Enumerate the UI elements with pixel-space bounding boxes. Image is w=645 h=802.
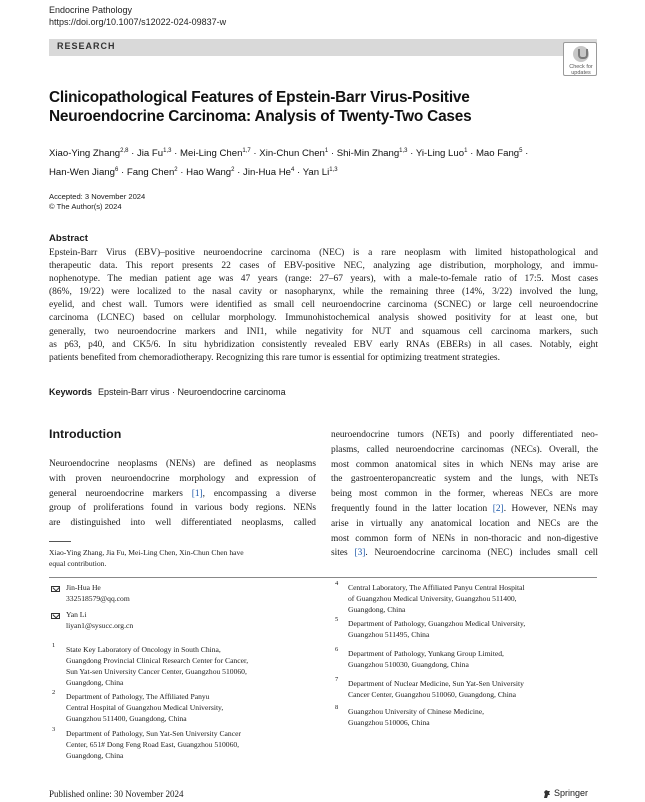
envelope-icon[interactable] bbox=[51, 613, 60, 619]
affiliation-number: 1 bbox=[52, 642, 56, 649]
author-separator: · bbox=[294, 167, 303, 178]
author-affiliation-number: 2,8 bbox=[120, 148, 129, 154]
author-name[interactable]: Mei-Ling Chen bbox=[180, 148, 243, 159]
paragraph-line: arise in virtually any anatomical location and NECs are the bbox=[331, 518, 598, 529]
affiliation-number: 3 bbox=[52, 726, 56, 733]
abstract-line: nophenotype. The median patient age was 47 years (range: 27–67 years), with a male-to-female ratio of 17:5. Most cases bbox=[49, 274, 598, 285]
paragraph-line: most common form of NENs in non-thoracic and non-digestive bbox=[331, 533, 598, 544]
affiliation-line: Department of Pathology, Sun Yat-Sen University Cancer bbox=[66, 729, 241, 738]
paragraph-line bbox=[331, 546, 598, 561]
affiliation-line: Department of Pathology, The Affiliated Panyu bbox=[66, 692, 210, 701]
author-name[interactable]: Fang Chen bbox=[126, 167, 175, 178]
check-updates-icon bbox=[573, 46, 589, 62]
citation-link[interactable]: [2] bbox=[492, 503, 504, 514]
paragraph-line: group of proliferations found in various body regions. NENs bbox=[49, 503, 316, 514]
text-run: frequently found in the latter location bbox=[331, 503, 493, 514]
author-separator: · bbox=[177, 167, 187, 178]
affiliation-line: Guangdong, China bbox=[348, 605, 406, 614]
abstract-line: carcinoma (LCNEC) based on cellular morphology. Immunohistochemical analysis showed positivity for at least one, but bbox=[49, 313, 598, 324]
keywords-label: Keywords bbox=[49, 387, 93, 397]
doi-link[interactable]: https://doi.org/10.1007/s12022-024-09837-w bbox=[49, 17, 227, 27]
author-name[interactable]: Yi-Ling Luo bbox=[415, 148, 465, 159]
introduction-left-column bbox=[49, 457, 316, 531]
journal-name: Endocrine Pathology bbox=[49, 5, 133, 15]
author-separator: · bbox=[234, 167, 244, 178]
affiliation-number: 2 bbox=[52, 689, 56, 696]
correspondence-email[interactable]: liyan1@sysucc.org.cn bbox=[66, 621, 134, 630]
author-separator: · bbox=[171, 148, 181, 159]
affiliation-line: of Guangzhou Medical University, Guangzhou 511400, bbox=[348, 594, 517, 603]
abstract-line: Epstein-Barr Virus (EBV)–positive neuroendocrine carcinoma (NEC) is a rare neoplasm with limited histopathological and bbox=[49, 248, 598, 258]
section-label: RESEARCH bbox=[57, 41, 116, 51]
correspondence-name: Jin-Hua He bbox=[66, 583, 101, 592]
author-list bbox=[49, 143, 609, 181]
affiliation-number: 4 bbox=[335, 580, 339, 587]
affiliation-line: Department of Pathology, Yunkang Group Limited, bbox=[348, 649, 504, 658]
author-affiliation-number: 1,3 bbox=[329, 167, 338, 173]
article-title bbox=[49, 88, 569, 126]
author-separator: · bbox=[522, 148, 529, 159]
affiliation-line: Guangzhou University of Chinese Medicine, bbox=[348, 707, 485, 716]
affiliation-entry bbox=[348, 648, 504, 670]
author-affiliation-number: 2 bbox=[231, 167, 235, 173]
affiliation-line: Sun Yat-sen University Cancer Center, Guangzhou 510060, bbox=[66, 667, 247, 676]
author-name[interactable]: Hao Wang bbox=[186, 167, 232, 178]
author-affiliation-number: 6 bbox=[114, 167, 119, 173]
author-separator: · bbox=[407, 148, 416, 159]
affiliation-line: Department of Pathology, Guangzhou Medical University, bbox=[348, 619, 526, 628]
author-name[interactable]: Yan Li bbox=[302, 167, 330, 178]
author-affiliation-number: 1,3 bbox=[163, 148, 172, 154]
springer-horse-icon bbox=[542, 789, 552, 799]
affiliation-line: Central Laboratory, The Affiliated Panyu Central Hospital bbox=[348, 583, 525, 592]
check-updates-line1: Check for bbox=[569, 64, 593, 70]
affiliation-line: Guangzhou 511495, China bbox=[348, 630, 430, 639]
affiliation-line: State Key Laboratory of Oncology in South China, bbox=[66, 645, 221, 654]
author-line-2 bbox=[49, 162, 609, 181]
correspondence-2 bbox=[66, 609, 133, 631]
author-separator: · bbox=[328, 148, 337, 159]
author-separator: · bbox=[128, 148, 137, 159]
keywords-text: Epstein-Barr virus · Neuroendocrine carcinoma bbox=[98, 387, 286, 397]
author-affiliation-number: 1,3 bbox=[399, 148, 408, 154]
keywords bbox=[49, 387, 286, 397]
author-separator: · bbox=[250, 148, 260, 159]
published-date: Published online: 30 November 2024 bbox=[49, 789, 184, 799]
equal-contribution-line-1: Xiao-Ying Zhang, Jia Fu, Mei-Ling Chen, Xin-Chun Chen have bbox=[49, 548, 244, 557]
paragraph-line: the gastroenteropancreatic system and the lungs, with NETs bbox=[331, 474, 598, 485]
affiliation-entry bbox=[66, 728, 241, 761]
author-affiliation-number: 1 bbox=[464, 148, 468, 154]
footnote-divider bbox=[49, 541, 71, 542]
affiliation-entry bbox=[66, 691, 223, 724]
author-line-1 bbox=[49, 143, 609, 162]
affiliation-line: Guangdong, China bbox=[66, 751, 124, 760]
correspondence-1 bbox=[66, 582, 130, 604]
text-run: , encompassing a diverse bbox=[202, 488, 316, 499]
text-run: . However, NENs may bbox=[503, 503, 598, 514]
correspondence-name: Yan Li bbox=[66, 610, 87, 619]
affiliation-line: Guangzhou 510030, Guangdong, China bbox=[348, 660, 469, 669]
author-name[interactable]: Han-Wen Jiang bbox=[49, 167, 115, 178]
paragraph-line: with proven neuroendocrine morphology and expression of bbox=[49, 473, 316, 484]
accepted-date: Accepted: 3 November 2024 bbox=[49, 192, 146, 201]
paragraph-line: plasms, called neuroendocrine carcinomas (NECs). Overall, the bbox=[331, 444, 598, 455]
check-for-updates-button[interactable] bbox=[563, 42, 597, 76]
affiliation-line: Guangzhou 510006, China bbox=[348, 718, 430, 727]
copyright-notice: © The Author(s) 2024 bbox=[49, 202, 122, 211]
author-name[interactable]: Xin-Chun Chen bbox=[259, 148, 325, 159]
abstract-line: as p63, p40, and CK5/6. In situ hybridization consistently revealed EBV early RNAs (EBERs) in all cases. Notably, eight bbox=[49, 339, 598, 350]
author-affiliation-number: 1 bbox=[324, 148, 329, 154]
affiliation-line: Department of Nuclear Medicine, Sun Yat-Sen University bbox=[348, 679, 524, 688]
abstract-line: patients benefited from chemoradiotherapy. Recognizing this rare tumor is essential for optimizing treatment strategies. bbox=[49, 352, 500, 363]
author-affiliation-number: 2 bbox=[174, 167, 178, 173]
affiliation-line: Guangdong Provincial Clinical Research Center for Cancer, bbox=[66, 656, 249, 665]
abstract-body bbox=[49, 247, 598, 365]
text-run: sites bbox=[331, 548, 355, 559]
author-name[interactable]: Mao Fang bbox=[475, 148, 520, 159]
author-affiliation-number: 5 bbox=[519, 148, 523, 154]
affiliation-entry bbox=[348, 618, 525, 640]
affiliation-entry bbox=[66, 644, 248, 688]
affiliation-number: 6 bbox=[335, 646, 339, 653]
citation-link[interactable]: [3] bbox=[354, 548, 366, 559]
affiliation-entry bbox=[348, 582, 525, 615]
author-name[interactable]: Shi-Min Zhang bbox=[336, 148, 400, 159]
abstract-line: (86%, 19/22) were localized to the nasal cavity or nasopharynx, while the remaining three (14%, 3/22) involved the lung, bbox=[49, 287, 598, 298]
envelope-icon[interactable] bbox=[51, 586, 60, 592]
paragraph-line: are distinguished into well differentiated neoplasms, called bbox=[49, 518, 316, 529]
author-name[interactable]: Jin-Hua He bbox=[243, 167, 292, 178]
equal-contribution-line-2: equal contribution. bbox=[49, 559, 107, 568]
affiliation-line: Central Hospital of Guangzhou Medical University, bbox=[66, 703, 224, 712]
equal-contribution-note bbox=[49, 547, 316, 569]
text-run: . Neuroendocrine carcinoma (NEC) includes small cell bbox=[365, 548, 598, 559]
affiliation-line: Center, 651# Dong Feng Road East, Guangzhou 510060, bbox=[66, 740, 240, 749]
affiliation-entry bbox=[348, 678, 524, 700]
title-line-1: Clinicopathological Features of Epstein-Barr Virus-Positive bbox=[49, 89, 470, 106]
affiliation-line: Guangdong, China bbox=[66, 678, 124, 687]
affiliation-number: 5 bbox=[335, 616, 339, 623]
publisher-name: Springer bbox=[554, 788, 589, 798]
abstract-line: generally, two neuroendocrine markers and INI1, while negativity for NUT and squamous cell carcinoma markers, such bbox=[49, 326, 598, 337]
affiliation-entry bbox=[348, 706, 484, 728]
paragraph-line bbox=[49, 487, 316, 502]
abstract-line: therapeutic data. This report presents 22 cases of EBV-positive NEC, analyzing age distribution, morphology, and immu- bbox=[49, 261, 598, 272]
affiliation-number: 8 bbox=[335, 704, 339, 711]
correspondence-email[interactable]: 332518579@qq.com bbox=[66, 594, 130, 603]
affiliation-line: Guangzhou 511400, Guangdong, China bbox=[66, 714, 187, 723]
section-label-bar bbox=[49, 39, 597, 56]
author-name[interactable]: Jia Fu bbox=[137, 148, 164, 159]
affiliation-line: Cancer Center, Guangzhou 510060, Guangdong, China bbox=[348, 690, 516, 699]
author-affiliation-number: 4 bbox=[291, 167, 295, 173]
paragraph-line: being most common in the former, whereas NECs are more bbox=[331, 489, 598, 500]
paragraph-line: neuroendocrine tumors (NETs) and poorly differentiated neo- bbox=[331, 430, 598, 440]
author-separator: · bbox=[467, 148, 476, 159]
title-line-2: Neuroendocrine Carcinoma: Analysis of Twenty-Two Cases bbox=[49, 108, 472, 125]
abstract-line: eyelid, and chest wall. Tumors were identified as small cell neuroendocrine carcinoma (SCNEC) or large cell neuroendocrine bbox=[49, 300, 598, 311]
text-run: general neuroendocrine markers bbox=[49, 488, 192, 499]
affiliation-number: 7 bbox=[335, 676, 339, 683]
author-name[interactable]: Xiao-Ying Zhang bbox=[49, 148, 121, 159]
paragraph-line: most common anatomical sites in which NENs may arise are bbox=[331, 459, 598, 470]
affiliations-divider bbox=[49, 577, 597, 578]
author-affiliation-number: 1,7 bbox=[242, 148, 251, 154]
author-separator: · bbox=[118, 167, 127, 178]
check-updates-line2: updates bbox=[571, 70, 591, 76]
abstract-heading: Abstract bbox=[49, 233, 88, 244]
paragraph-line: Neuroendocrine neoplasms (NENs) are defined as neoplasms bbox=[49, 459, 316, 469]
citation-link[interactable]: [1] bbox=[191, 488, 203, 499]
paragraph-line bbox=[331, 502, 598, 517]
introduction-right-column bbox=[331, 428, 598, 561]
introduction-heading: Introduction bbox=[49, 427, 122, 441]
